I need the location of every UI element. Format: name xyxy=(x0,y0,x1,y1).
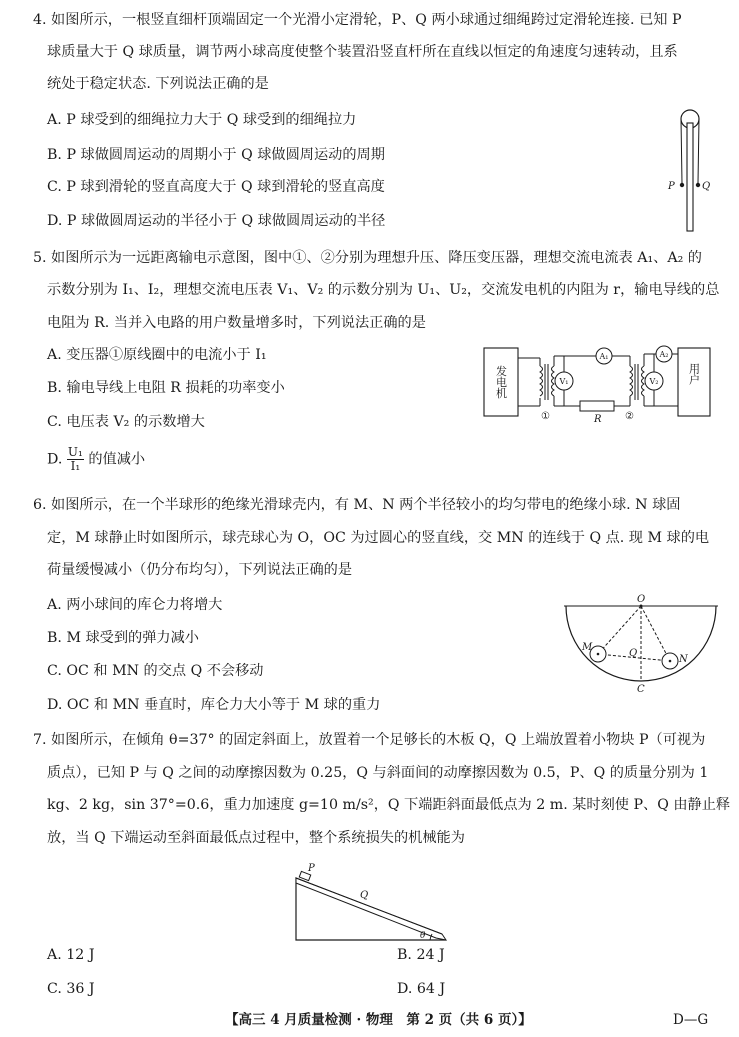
q4-stem-line3: 统处于稳定状态. 下列说法正确的是 xyxy=(47,76,269,92)
q6-option-a: A. 两小球间的库仑力将增大 xyxy=(47,597,223,613)
q5-fig-user: 用户 xyxy=(687,363,701,385)
q7-option-c: C. 36 J xyxy=(47,981,95,997)
q5-fig-v2: V₂ xyxy=(649,377,659,386)
q5-fraction-denominator: I₁ xyxy=(70,459,81,474)
q4-option-d: D. P 球做圆周运动的半径小于 Q 球做圆周运动的半径 xyxy=(47,213,386,229)
q7-stem-line3: kg、2 kg，sin 37°=0.6，重力加速度 g=10 m/s²，Q 下端距斜面最低点为 2 m. 某时刻使 P、Q 由静止释 xyxy=(47,797,731,813)
q7-fig-label-p: P xyxy=(308,863,315,874)
footer-page-info: 【高三 4 月质量检测 · 物理 第 2 页（共 6 页）】 xyxy=(225,1012,532,1028)
q7-option-a: A. 12 J xyxy=(47,947,95,963)
q6-option-d: D. OC 和 MN 垂直时，库仑力大小等于 M 球的重力 xyxy=(47,697,381,713)
q5-stem-line3: 电阻为 R. 当并入电路的用户数量增多时，下列说法正确的是 xyxy=(47,315,426,331)
q6-stem-line2: 定，M 球静止时如图所示，球壳球心为 O，OC 为过圆心的竖直线，交 MN 的连线于 Q 点. 现 M 球的电 xyxy=(47,530,710,546)
q5-transmission-figure xyxy=(482,344,714,426)
q6-stem-line1: 6. 如图所示，在一个半球形的绝缘光滑球壳内，有 M、N 两个半径较小的均匀带电的绝缘小球. N 球固 xyxy=(33,497,681,513)
q4-stem-line1: 4. 如图所示，一根竖直细杆顶端固定一个光滑小定滑轮，P、Q 两小球通过细绳跨过定滑轮连接. 已知 P xyxy=(33,12,682,28)
q5-option-d-prefix: D. xyxy=(47,451,63,468)
q5-stem-line1: 5. 如图所示为一远距离输电示意图，图中①、②分别为理想升压、降压变压器，理想交流电流表 A₁、A₂ 的 xyxy=(33,250,702,266)
q5-option-d-suffix: 的值减小 xyxy=(88,451,146,468)
q7-stem-line4: 放，当 Q 下端运动至斜面最低点过程中，整个系统损失的机械能为 xyxy=(47,830,465,846)
q4-stem-line2: 球质量大于 Q 球质量，调节两小球高度使整个装置沿竖直杆所在直线以恒定的角速度匀速转动，且系 xyxy=(47,44,678,60)
footer-version-code: D—G xyxy=(673,1012,709,1028)
q5-option-b: B. 输电导线上电阻 R 损耗的功率变小 xyxy=(47,380,285,396)
q5-option-a: A. 变压器①原线圈中的电流小于 I₁ xyxy=(47,347,267,363)
q4-option-c: C. P 球到滑轮的竖直高度大于 Q 球到滑轮的竖直高度 xyxy=(47,179,385,195)
q4-option-b: B. P 球做圆周运动的周期小于 Q 球做圆周运动的周期 xyxy=(47,147,385,163)
q7-fig-label-q: Q xyxy=(360,890,369,901)
q6-fig-label-m: M xyxy=(582,642,593,653)
q5-stem-line2: 示数分别为 I₁、I₂，理想交流电压表 V₁、V₂ 的示数分别为 U₁、U₂，交流发电机的内阻为 r，输电导线的总 xyxy=(47,282,720,298)
q5-fig-transformer2: ② xyxy=(625,411,634,422)
q4-fig-label-p: P xyxy=(668,181,675,192)
q6-option-b: B. M 球受到的弹力减小 xyxy=(47,630,199,646)
q5-fig-transformer1: ① xyxy=(541,411,550,422)
q6-fig-label-q: Q xyxy=(629,648,638,659)
q5-fig-a2: A₂ xyxy=(659,350,669,359)
q5-fig-v1: V₁ xyxy=(559,377,569,386)
q6-fig-label-n: N xyxy=(679,654,688,665)
q7-incline-figure xyxy=(290,862,450,944)
q6-fig-label-c: C xyxy=(637,684,645,695)
q5-option-d xyxy=(47,446,145,473)
q4-option-a: A. P 球受到的细绳拉力大于 Q 球受到的细绳拉力 xyxy=(47,112,357,128)
q7-fig-label-theta: θ xyxy=(420,931,426,941)
q7-stem-line2: 质点），已知 P 与 Q 之间的动摩擦因数为 0.25，Q 与斜面间的动摩擦因数为 0.5，P、Q 的质量分别为 1 xyxy=(47,765,709,781)
q6-stem-line3: 荷量缓慢减小（仍分布均匀），下列说法正确的是 xyxy=(47,562,353,578)
q7-option-d: D. 64 J xyxy=(397,981,446,997)
q5-fig-a1: A₁ xyxy=(599,352,609,361)
q5-option-d-fraction xyxy=(67,446,84,473)
q4-pulley-figure xyxy=(660,105,720,235)
q7-option-b: B. 24 J xyxy=(397,947,445,963)
q6-fig-label-o: O xyxy=(637,594,646,605)
q6-hemisphere-figure xyxy=(562,592,722,694)
q5-fig-r: R xyxy=(594,414,602,425)
q5-fig-generator: 发电机 xyxy=(494,365,508,399)
q7-stem-line1: 7. 如图所示，在倾角 θ=37° 的固定斜面上，放置着一个足够长的木板 Q，Q 上端放置着小物块 P（可视为 xyxy=(33,732,706,748)
q5-option-c: C. 电压表 V₂ 的示数增大 xyxy=(47,414,205,430)
q4-fig-label-q: Q xyxy=(702,181,711,192)
q6-option-c: C. OC 和 MN 的交点 Q 不会移动 xyxy=(47,663,264,679)
q5-fraction-numerator: U₁ xyxy=(67,445,83,459)
